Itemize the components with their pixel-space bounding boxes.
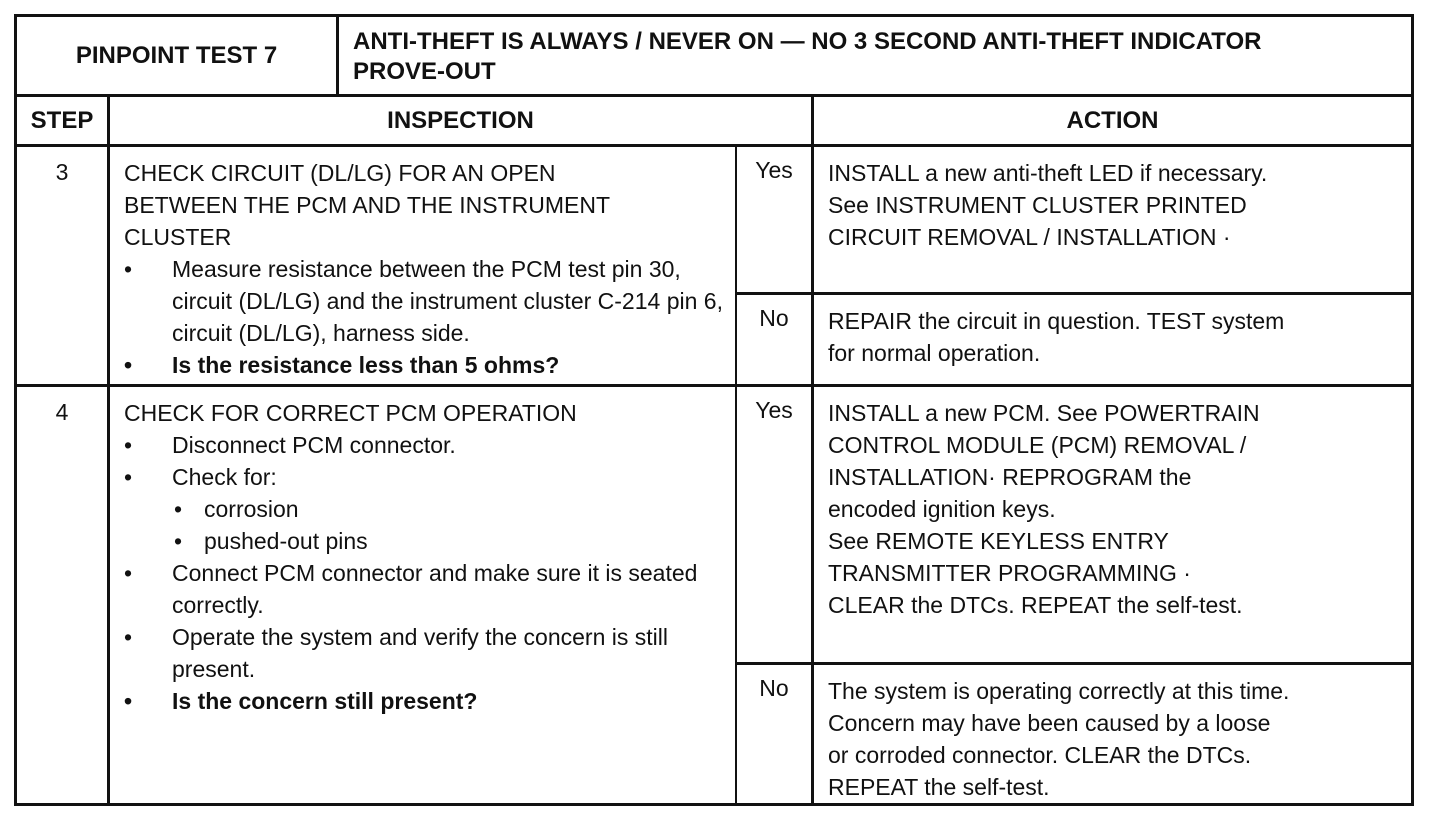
inspection-bullet: • Operate the system and verify the concern is still present. xyxy=(124,621,725,685)
step-title-line: CHECK CIRCUIT (DL/LG) FOR AN OPEN xyxy=(124,160,556,186)
no-action xyxy=(814,295,1411,384)
yes-action xyxy=(814,387,1411,662)
test-label: PINPOINT TEST 7 xyxy=(17,17,339,94)
column-action: ACTION xyxy=(1066,106,1159,134)
action-line: CIRCUIT REMOVAL / INSTALLATION · xyxy=(828,224,1231,250)
action-line: Concern may have been caused by a loose xyxy=(828,710,1271,736)
inspection-question: • Is the concern still present? xyxy=(124,685,725,717)
inspection-sub-bullet: • corrosion xyxy=(124,493,725,525)
inspection-bullet: • Disconnect PCM connector. xyxy=(124,429,725,461)
inspection-bullet: • Connect PCM connector and make sure it is seated correctly. xyxy=(124,557,725,621)
action-line: CONTROL MODULE (PCM) REMOVAL / xyxy=(828,432,1247,458)
action-line: INSTALL a new PCM. See POWERTRAIN xyxy=(828,400,1260,426)
action-line: See INSTRUMENT CLUSTER PRINTED xyxy=(828,192,1247,218)
action-line: CLEAR the DTCs. REPEAT the self-test. xyxy=(828,592,1243,618)
step-number: 3 xyxy=(17,147,110,384)
step-inspection xyxy=(110,387,737,803)
inspection-bullet: • Check for: xyxy=(124,461,725,493)
column-inspection: INSPECTION xyxy=(110,97,814,144)
action-line: INSTALL a new anti-theft LED if necessary. xyxy=(828,160,1268,186)
table-header xyxy=(17,17,1411,97)
action-line: The system is operating correctly at this time. xyxy=(828,678,1290,704)
action-line: REPAIR the circuit in question. TEST system xyxy=(828,308,1285,334)
step-row-3 xyxy=(17,147,1411,387)
action-line: encoded ignition keys. xyxy=(828,496,1056,522)
action-line: for normal operation. xyxy=(828,340,1041,366)
step-title-line: CLUSTER xyxy=(124,224,232,250)
inspection-sub-bullet: • pushed-out pins xyxy=(124,525,725,557)
no-label: No xyxy=(737,665,814,803)
no-label: No xyxy=(737,295,814,384)
test-title-line2: PROVE-OUT xyxy=(353,58,496,85)
action-line: REPEAT the self-test. xyxy=(828,774,1050,800)
step-inspection xyxy=(110,147,737,384)
inspection-bullet: • Measure resistance between the PCM test pin 30, circuit (DL/LG) and the instrument cluster C-214 pin 6, circuit (DL/LG), harness side. xyxy=(124,253,725,349)
inspection-question: • Is the resistance less than 5 ohms? xyxy=(124,349,725,381)
action-line: TRANSMITTER PROGRAMMING · xyxy=(828,560,1191,586)
column-step: STEP xyxy=(17,97,110,144)
pinpoint-test-table xyxy=(14,14,1414,806)
step-title-line: BETWEEN THE PCM AND THE INSTRUMENT xyxy=(124,192,611,218)
action-line: INSTALLATION· REPROGRAM the xyxy=(828,464,1192,490)
no-action xyxy=(814,665,1411,803)
step-number: 4 xyxy=(17,387,110,803)
yes-label: Yes xyxy=(737,387,814,662)
column-headers xyxy=(17,97,1411,147)
yes-action xyxy=(814,147,1411,292)
step-row-4 xyxy=(17,387,1411,803)
action-line: or corroded connector. CLEAR the DTCs. xyxy=(828,742,1252,768)
test-title xyxy=(339,17,1411,94)
step-title-line: CHECK FOR CORRECT PCM OPERATION xyxy=(124,400,577,426)
action-line: See REMOTE KEYLESS ENTRY xyxy=(828,528,1169,554)
test-title-line1: ANTI-THEFT IS ALWAYS / NEVER ON — NO 3 SECOND ANTI-THEFT INDICATOR xyxy=(353,28,1262,55)
yes-label: Yes xyxy=(737,147,814,292)
